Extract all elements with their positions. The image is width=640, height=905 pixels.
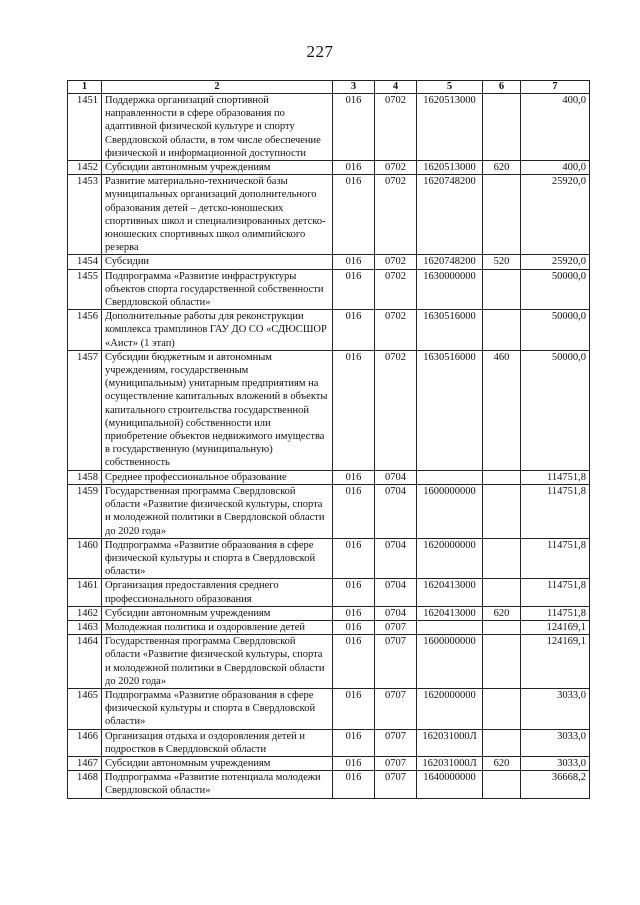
amount: 3033,0	[521, 688, 590, 729]
section-code: 0702	[375, 269, 417, 310]
ministry-code: 016	[333, 350, 375, 470]
table-row	[68, 269, 590, 310]
row-number: 1454	[68, 255, 102, 269]
section-code: 0702	[375, 161, 417, 175]
section-code: 0702	[375, 350, 417, 470]
page-number: 227	[306, 42, 334, 61]
table-row	[68, 538, 590, 579]
row-number: 1466	[68, 729, 102, 756]
table-row	[68, 606, 590, 620]
ministry-code: 016	[333, 484, 375, 538]
column-header: 7	[521, 81, 590, 94]
section-code: 0707	[375, 688, 417, 729]
ministry-code: 016	[333, 470, 375, 484]
row-name: Государственная программа Свердловской области «Развитие физической культуры, спорта и молодежной политики в Свердловской области до 2020 года»	[102, 635, 333, 689]
expense-type-code	[483, 94, 521, 161]
row-name: Подпрограмма «Развитие потенциала молодежи Свердловской области»	[102, 771, 333, 798]
row-name: Дополнительные работы для реконструкции комплекса трамплинов ГАУ ДО СО «СДЮСШОР «Аист» (1 этап)	[102, 310, 333, 351]
section-code: 0704	[375, 538, 417, 579]
table-row	[68, 771, 590, 798]
table-row	[68, 94, 590, 161]
amount: 400,0	[521, 94, 590, 161]
ministry-code: 016	[333, 94, 375, 161]
ministry-code: 016	[333, 688, 375, 729]
amount: 50000,0	[521, 310, 590, 351]
table-row	[68, 470, 590, 484]
expense-type-code: 620	[483, 161, 521, 175]
ministry-code: 016	[333, 579, 375, 606]
amount: 114751,8	[521, 606, 590, 620]
target-article-code: 1630516000	[417, 310, 483, 351]
ministry-code: 016	[333, 620, 375, 634]
target-article-code: 1630000000	[417, 269, 483, 310]
amount: 114751,8	[521, 470, 590, 484]
row-number: 1465	[68, 688, 102, 729]
amount: 25920,0	[521, 255, 590, 269]
expense-type-code	[483, 579, 521, 606]
target-article-code: 1620413000	[417, 579, 483, 606]
column-header: 1	[68, 81, 102, 94]
section-code: 0704	[375, 484, 417, 538]
target-article-code: 162031000Л	[417, 729, 483, 756]
amount: 3033,0	[521, 756, 590, 770]
section-code: 0702	[375, 175, 417, 255]
target-article-code: 1600000000	[417, 635, 483, 689]
row-number: 1464	[68, 635, 102, 689]
ministry-code: 016	[333, 538, 375, 579]
table-row	[68, 175, 590, 255]
table-row	[68, 255, 590, 269]
target-article-code	[417, 470, 483, 484]
row-number: 1456	[68, 310, 102, 351]
target-article-code: 1620748200	[417, 175, 483, 255]
target-article-code: 162031000Л	[417, 756, 483, 770]
row-name: Подпрограмма «Развитие инфраструктуры объектов спорта государственной собственности Свердловской области»	[102, 269, 333, 310]
amount: 36668,2	[521, 771, 590, 798]
expense-type-code	[483, 688, 521, 729]
expense-type-code	[483, 175, 521, 255]
table-body	[68, 94, 590, 799]
table-row	[68, 310, 590, 351]
section-code: 0702	[375, 94, 417, 161]
row-name: Поддержка организаций спортивной направленности в сфере образования по адаптивной физической культуре и спорту Свердловской области, в том числе обеспечение физической и информационной доступности	[102, 94, 333, 161]
row-number: 1452	[68, 161, 102, 175]
row-name: Среднее профессиональное образование	[102, 470, 333, 484]
ministry-code: 016	[333, 635, 375, 689]
expense-type-code: 620	[483, 606, 521, 620]
expense-type-code	[483, 310, 521, 351]
table-row	[68, 756, 590, 770]
section-code: 0707	[375, 729, 417, 756]
row-name: Молодежная политика и оздоровление детей	[102, 620, 333, 634]
row-number: 1460	[68, 538, 102, 579]
table-row	[68, 350, 590, 470]
row-name: Подпрограмма «Развитие образования в сфере физической культуры и спорта в Свердловской области»	[102, 538, 333, 579]
expense-type-code: 620	[483, 756, 521, 770]
table-row	[68, 484, 590, 538]
expense-type-code	[483, 269, 521, 310]
ministry-code: 016	[333, 269, 375, 310]
column-header: 6	[483, 81, 521, 94]
section-code: 0702	[375, 255, 417, 269]
target-article-code: 1620748200	[417, 255, 483, 269]
row-name: Субсидии автономным учреждениям	[102, 161, 333, 175]
row-name: Государственная программа Свердловской области «Развитие физической культуры, спорта и молодежной политики в Свердловской области до 2020 года»	[102, 484, 333, 538]
ministry-code: 016	[333, 729, 375, 756]
expense-type-code: 460	[483, 350, 521, 470]
expense-type-code	[483, 484, 521, 538]
column-header: 2	[102, 81, 333, 94]
row-number: 1453	[68, 175, 102, 255]
ministry-code: 016	[333, 175, 375, 255]
row-number: 1459	[68, 484, 102, 538]
expense-type-code	[483, 635, 521, 689]
amount: 114751,8	[521, 579, 590, 606]
table-row	[68, 688, 590, 729]
ministry-code: 016	[333, 606, 375, 620]
section-code: 0704	[375, 579, 417, 606]
expense-type-code	[483, 771, 521, 798]
section-code: 0707	[375, 635, 417, 689]
header-row	[68, 81, 590, 94]
target-article-code	[417, 620, 483, 634]
row-number: 1455	[68, 269, 102, 310]
row-name: Организация отдыха и оздоровления детей и подростков в Свердловской области	[102, 729, 333, 756]
ministry-code: 016	[333, 756, 375, 770]
amount: 124169,1	[521, 635, 590, 689]
target-article-code: 1630516000	[417, 350, 483, 470]
amount: 50000,0	[521, 350, 590, 470]
amount: 400,0	[521, 161, 590, 175]
section-code: 0707	[375, 620, 417, 634]
row-name: Субсидии автономным учреждениям	[102, 606, 333, 620]
row-name: Субсидии автономным учреждениям	[102, 756, 333, 770]
row-number: 1457	[68, 350, 102, 470]
ministry-code: 016	[333, 255, 375, 269]
section-code: 0704	[375, 606, 417, 620]
budget-table	[67, 80, 590, 799]
expense-type-code	[483, 538, 521, 579]
column-header: 3	[333, 81, 375, 94]
table-row	[68, 579, 590, 606]
target-article-code: 1620000000	[417, 538, 483, 579]
amount: 114751,8	[521, 538, 590, 579]
expense-type-code	[483, 620, 521, 634]
target-article-code: 1620513000	[417, 94, 483, 161]
table-row	[68, 620, 590, 634]
amount: 114751,8	[521, 484, 590, 538]
row-number: 1463	[68, 620, 102, 634]
row-number: 1461	[68, 579, 102, 606]
expense-type-code: 520	[483, 255, 521, 269]
column-header: 4	[375, 81, 417, 94]
target-article-code: 1640000000	[417, 771, 483, 798]
section-code: 0707	[375, 756, 417, 770]
ministry-code: 016	[333, 161, 375, 175]
row-number: 1462	[68, 606, 102, 620]
target-article-code: 1620000000	[417, 688, 483, 729]
section-code: 0704	[375, 470, 417, 484]
ministry-code: 016	[333, 771, 375, 798]
row-number: 1468	[68, 771, 102, 798]
section-code: 0707	[375, 771, 417, 798]
target-article-code: 1620413000	[417, 606, 483, 620]
amount: 25920,0	[521, 175, 590, 255]
amount: 3033,0	[521, 729, 590, 756]
row-name: Организация предоставления среднего профессионального образования	[102, 579, 333, 606]
expense-type-code	[483, 729, 521, 756]
target-article-code: 1600000000	[417, 484, 483, 538]
row-number: 1451	[68, 94, 102, 161]
expense-type-code	[483, 470, 521, 484]
table-row	[68, 729, 590, 756]
table-row	[68, 635, 590, 689]
row-name: Субсидии	[102, 255, 333, 269]
row-name: Развитие материально-технической базы муниципальных организаций дополнительного образования детей – детско-юношеских спортивных школ и специализированных детско-юношеских спортивных школ олимпийского резерва	[102, 175, 333, 255]
amount: 124169,1	[521, 620, 590, 634]
row-number: 1467	[68, 756, 102, 770]
ministry-code: 016	[333, 310, 375, 351]
row-name: Подпрограмма «Развитие образования в сфере физической культуры и спорта в Свердловской области»	[102, 688, 333, 729]
row-number: 1458	[68, 470, 102, 484]
table-row	[68, 161, 590, 175]
row-name: Субсидии бюджетным и автономным учреждениям, государственным (муниципальным) унитарным предприятиям на осуществление капитальных вложений в объекты капитального строительства государственной (муниципальной) собственности или приобретение объектов недвижимого имущества в государственную (муниципальную) собственность	[102, 350, 333, 470]
amount: 50000,0	[521, 269, 590, 310]
column-header: 5	[417, 81, 483, 94]
target-article-code: 1620513000	[417, 161, 483, 175]
section-code: 0702	[375, 310, 417, 351]
